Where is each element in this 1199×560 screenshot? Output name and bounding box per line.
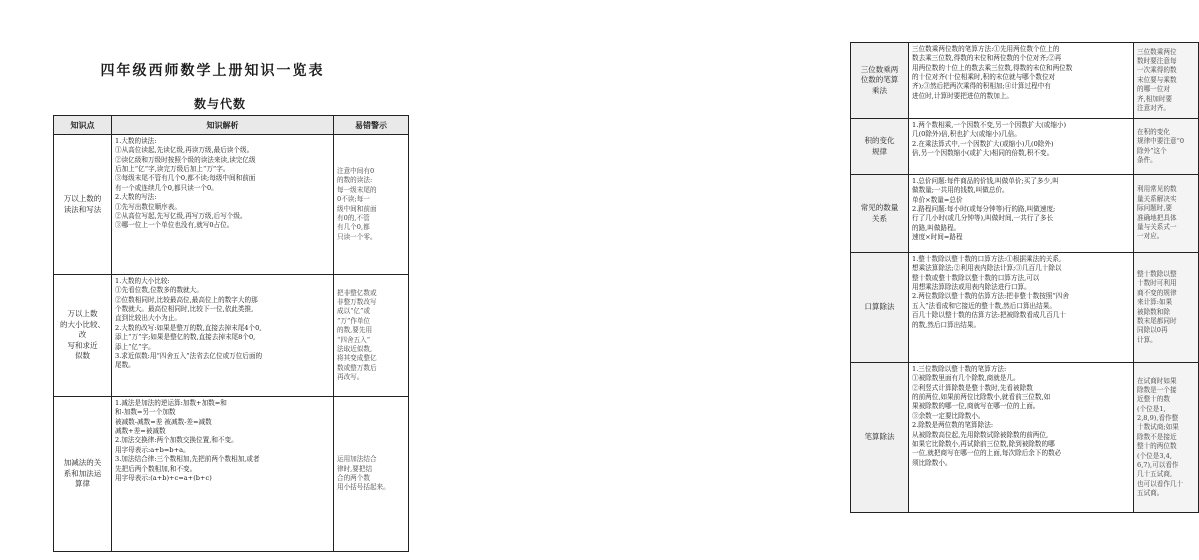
warning-line: 也可以看作几十 (1137, 479, 1184, 488)
detail-line: 1.整十数除以整十数的口算方法:①根据乘法的关系, (912, 255, 1062, 263)
detail-line: ①先看位数,位数多的数就大。 (115, 286, 203, 295)
warning-line: 际问题时,要 (1137, 204, 1173, 213)
detail-line: 被减数-减数=差 被减数-差=减数 (115, 417, 212, 426)
detail-line: 用两位数的十位上的数去乘三位数,得数的末位和两位数 (912, 63, 1073, 72)
warning-line: 十数时可利用 (1137, 279, 1177, 288)
topic-cell (54, 397, 112, 552)
warning-line: 齐,相加时要 (1137, 94, 1173, 103)
detail-cell (909, 253, 1134, 363)
warning-line: 的数的读法: (337, 176, 373, 185)
warning-line: 非整万数改写 (337, 298, 377, 307)
detail-line: 的十位对齐(十位相乘时,积的末位就与哪个数位对 (912, 73, 1056, 82)
detail-line: 果被除数的哪一位,商就写在哪一位的上面。 (912, 402, 1040, 411)
topic-cell (54, 275, 112, 397)
table-header-row (54, 116, 409, 135)
detail-line: 2.在乘法算式中,一个因数扩大(或缩小)几(0除外) (912, 139, 1054, 148)
detail-line: 速度×时间=路程 (912, 233, 963, 242)
warning-line: 量关系解决实 (1137, 194, 1177, 203)
warning-line: 将其变成整亿 (337, 354, 377, 363)
topic-line: 算律 (75, 479, 90, 489)
warning-line: 只读一个零。 (337, 232, 377, 241)
warning-line: 量与关系式一 (1137, 222, 1177, 231)
warning-line: 法取近似数, (337, 344, 373, 353)
detail-line: 1.大数的大小比较: (115, 277, 170, 285)
detail-line: 百几十除以整十数的估算方法:把被除数看成几百几十 (912, 311, 1066, 320)
detail-line: 行了几小时(或几分钟等),叫做时间,一共行了多长 (912, 214, 1054, 223)
warning-line: 数时要注意每 (1137, 57, 1177, 66)
detail-line: 数去乘三位数,得数的末位和两位数的个位对齐;②再 (912, 54, 1062, 63)
warning-line: 近整十的数 (1137, 395, 1170, 404)
warning-line: 除数是一个接 (1137, 386, 1177, 395)
warning-line: 除数不是接近 (1137, 432, 1177, 441)
topic-cell (851, 119, 909, 175)
detail-cell (112, 397, 334, 552)
detail-line: 1.减法是加法的逆运算:加数+加数=和 (115, 399, 227, 407)
topic-line: 万以上数的 (63, 194, 102, 203)
topic-cell (851, 43, 909, 119)
detail-line: 减数+差=被减数 (115, 427, 166, 436)
table-row (54, 275, 409, 397)
detail-line: 进位时,计算时要把进位的数加上。 (912, 91, 1014, 100)
warning-line: “万”作单位 (337, 316, 371, 325)
warning-cell (1134, 253, 1199, 363)
detail-cell (112, 135, 334, 275)
detail-line: 后加上“亿”字,读完万级后加上“万”字。 (115, 165, 230, 174)
detail-line: 的前两位,如果前两位比除数小,就看前三位数,如 (912, 393, 1051, 402)
warning-cell (334, 397, 409, 552)
detail-line: 和-加数=另一个加数 (115, 408, 176, 417)
detail-line: ③每级末尾不管有几个0,都不读;每级中间和前面 (115, 174, 256, 183)
detail-line: 3.求近似数:用“四舍五入”法省去亿位或万位后面的 (115, 351, 263, 360)
detail-line: 单价×数量=总价 (912, 195, 963, 204)
knowledge-table-left (53, 115, 409, 552)
table-row (54, 135, 409, 275)
detail-cell (112, 275, 334, 397)
warning-cell (1134, 363, 1199, 513)
topic-line: 位数的笔算 (860, 75, 899, 85)
detail-cell (909, 43, 1134, 119)
left-page (0, 0, 420, 560)
table-row (851, 175, 1199, 253)
detail-line: 做数量;一共用的钱数,叫做总价。 (912, 186, 1009, 195)
detail-line: ①从高位读起,先读亿级,再读万级,最后读个级。 (115, 146, 254, 155)
detail-line: 有一个或连续几个0,都只读一个0。 (115, 183, 218, 192)
warning-line: 注意中间有0 (337, 167, 375, 176)
warning-line: 再改写。 (337, 372, 364, 381)
detail-line: ①被除数里面有几个除数,商就是几。 (912, 374, 1020, 383)
warning-line: 三位数乘两位 (1137, 47, 1177, 56)
warning-line: 计算。 (1137, 335, 1157, 344)
detail-line: 用字母表示:a+b=b+a。 (115, 445, 190, 454)
warning-line: 0不读;每一 (337, 195, 370, 204)
detail-cell (909, 175, 1134, 253)
detail-line: 的数,然后口算出结果。 (912, 320, 981, 329)
topic-line: 读法和写法 (63, 204, 102, 214)
warning-line: 条件。 (1137, 155, 1157, 164)
detail-line: 须比除数小。 (912, 458, 952, 467)
warning-line: 数末尾都同时 (1137, 316, 1177, 325)
topic-line: 积的变化 (864, 136, 895, 145)
warning-cell (1134, 43, 1199, 119)
topic-cell (851, 175, 909, 253)
warning-line: 被除数和除 (1137, 307, 1170, 316)
detail-line: 直到比较出大小为止。 (115, 314, 181, 323)
knowledge-table-right (850, 42, 1199, 513)
detail-line: ②读亿级和万级时按照个级的读法来读,读完亿级 (115, 155, 256, 164)
topic-line: 规律 (872, 146, 887, 156)
topic-line: 乘法 (872, 85, 887, 95)
warning-line: 整十的两位数 (1137, 442, 1177, 451)
detail-line: 2.大数的改写:如果是整万的数,直接去掉末尾4个0, (115, 323, 262, 332)
warning-line: 级中间和前面 (337, 204, 377, 213)
table-row (851, 119, 1199, 175)
warning-line: 在积的变化 (1137, 127, 1170, 136)
topic-line: 常见的数量 (860, 203, 899, 212)
detail-line: 添上“亿”字。 (115, 342, 155, 351)
warning-line: 运用加法结合 (337, 455, 377, 464)
topic-line: 似数 (75, 351, 90, 361)
warning-line: 末位要与乘数 (1137, 75, 1177, 84)
detail-line: 想乘法算除法;②利用表内除法计算;③几百几十除以 (912, 264, 1062, 273)
warning-line: 几十五试商, (1137, 470, 1173, 479)
detail-line: 先把后两个数相加,和不变。 (115, 464, 197, 473)
warning-line: 数或整万数后 (337, 363, 377, 372)
detail-line: 尾数。 (115, 361, 135, 370)
warning-line: 十数试商;如果 (1137, 423, 1179, 432)
detail-line: 个数就大。最高位相同时,比较下一位,依此类推, (115, 305, 254, 314)
detail-cell (909, 119, 1134, 175)
header-warning: 易错警示 (334, 116, 409, 135)
warning-line: 来计算:如果 (1137, 298, 1173, 307)
detail-line: 1.三位数除以整十数的笔算方法: (912, 365, 1007, 373)
table-row (851, 253, 1199, 363)
detail-line: 2.大数的写法: (115, 193, 157, 202)
warning-line: 合的两个数 (337, 474, 370, 482)
detail-line: 2.两位数除以整十数的估算方法:把非整十数按照“四舍 (912, 292, 1069, 301)
warning-line: 有0的,不管 (337, 213, 370, 222)
warning-line: 成以“亿”或 (337, 307, 371, 316)
warning-line: 同除以0再 (1137, 326, 1168, 335)
detail-line: 几(0除外)倍,积也扩大(或缩小)几倍。 (912, 130, 1021, 139)
detail-line: ②利竖式计算除数是整十数时,先看被除数 (912, 383, 1033, 392)
warning-line: 在试商时如果 (1137, 376, 1177, 385)
detail-line: 齐);③然后把两次乘得的积相加;④计算过程中有 (912, 82, 1051, 91)
warning-line: 注意对齐。 (1137, 103, 1170, 112)
detail-line: 五入”法看成和它接近的整十数,然后口算出结果。 (912, 301, 1056, 310)
detail-line: 3.加法结合律:三个数相加,先把前两个数相加,或者 (115, 455, 260, 464)
warning-line: 一次乘得的数 (1137, 66, 1177, 75)
detail-line: 1.总价问题:每件商品的价钱,叫做单价;买了多少,叫 (912, 177, 1059, 185)
document-title: 四年级西师数学上册知识一览表 (100, 63, 325, 79)
topic-line: 写和求近 (67, 340, 98, 350)
detail-line: 用想乘法算除法或用表内除法进行口算。 (912, 283, 1031, 292)
warning-line: 除外”这个 (1137, 146, 1167, 155)
detail-line: ②位数相同时,比较最高位,最高位上的数字大的那 (115, 295, 258, 304)
detail-line: 如果它比除数小,再试除前三位数,除到被除数的哪 (912, 439, 1055, 448)
detail-line: 倍,另一个因数缩小(或扩大)相同的倍数,积不变。 (912, 149, 1054, 158)
detail-line: 从被除数高位起,先用除数试除被除数的前两位, (912, 430, 1049, 439)
warning-line: 利用常见的数 (1137, 185, 1177, 194)
detail-line: ③余数一定要比除数小。 (912, 411, 985, 420)
warning-line: (个位是1, (1137, 404, 1166, 413)
section-title: 数与代数 (193, 97, 246, 111)
table-row (54, 397, 409, 552)
warning-line: 的哪一位对 (1137, 85, 1170, 94)
topic-line: 三位数乘两 (860, 64, 899, 74)
detail-line: 2.加法交换律:两个加数交换位置,和不变。 (115, 436, 238, 445)
table-row (851, 363, 1199, 513)
warning-line: 规律中要注意“0 (1137, 137, 1185, 146)
detail-line: 2.路程问题:每小时(或每分钟等)行的路,叫做速度; (912, 205, 1056, 214)
warning-line: 商不变的规律 (1137, 288, 1177, 297)
detail-line: ③哪一位上一个单位也没有,就写0占位。 (115, 221, 234, 230)
warning-line: 把非整亿数或 (337, 288, 377, 297)
warning-line: 每一级末尾的 (337, 185, 377, 194)
detail-line: 用字母表示:(a+b)+c=a+(b+c) (115, 473, 212, 482)
right-page (420, 0, 1185, 560)
topic-line: 的大小比较、改 (60, 319, 105, 340)
detail-line: 整十数或整十数除以整十数的口算方法,可以 (912, 273, 1040, 282)
detail-cell (909, 363, 1134, 513)
topic-cell (851, 253, 909, 363)
detail-line: 1.两个数相乘,一个因数不变,另一个因数扩大(或缩小) (912, 121, 1067, 129)
topic-cell (851, 363, 909, 513)
warning-cell (1134, 175, 1199, 253)
topic-line: 万以上数 (67, 309, 98, 319)
detail-line: 一位,就把商写在哪一位的上面,每次除后余下的数必 (912, 449, 1062, 458)
topic-line: 加减法的关 (63, 458, 102, 468)
warning-line: 准确地把具体 (1137, 213, 1177, 222)
header-detail: 知识解析 (112, 116, 334, 135)
warning-cell (334, 135, 409, 275)
detail-line: ②从高位写起,先写亿级,再写万级,后写个级。 (115, 211, 247, 220)
topic-line: 笔算除法 (864, 432, 895, 442)
table-row (851, 43, 1199, 119)
topic-line: 口算除法 (864, 302, 895, 312)
detail-line: 的路,叫做路程。 (912, 223, 961, 232)
warning-line: 一对应。 (1137, 232, 1164, 241)
warning-line: 有几个0,都 (337, 223, 370, 232)
warning-cell (334, 275, 409, 397)
warning-line: 6,7),可以看作 (1137, 460, 1179, 469)
detail-line: 1.大数的读法: (115, 137, 157, 145)
detail-line: 2.除数是两位数的笔算除法: (912, 421, 994, 430)
warning-line: 的数,要先用 (337, 326, 373, 335)
warning-line: “四舍五入” (337, 335, 371, 344)
detail-line: ①先写出数位顺序表。 (115, 202, 181, 211)
warning-line: 2,8,9),看作整 (1137, 414, 1179, 423)
header-topic: 知识点 (54, 116, 112, 135)
topic-cell (54, 135, 112, 275)
warning-line: 五试商。 (1137, 488, 1164, 497)
detail-line: 三位数乘两位数的笔算方法:①先用两位数个位上的 (912, 45, 1060, 53)
warning-line: (个位是3,4, (1137, 451, 1172, 460)
topic-line: 关系 (872, 213, 887, 223)
warning-line: 整十数除以整 (1137, 270, 1177, 279)
warning-line: 律时,要把结 (337, 464, 373, 473)
warning-cell (1134, 119, 1199, 175)
warning-line: 用小括号括起来。 (337, 483, 390, 492)
detail-line: 添上“万”字;如果是整亿的数,直接去掉末尾8个0, (115, 333, 256, 342)
topic-line: 系和加法运 (63, 468, 102, 478)
